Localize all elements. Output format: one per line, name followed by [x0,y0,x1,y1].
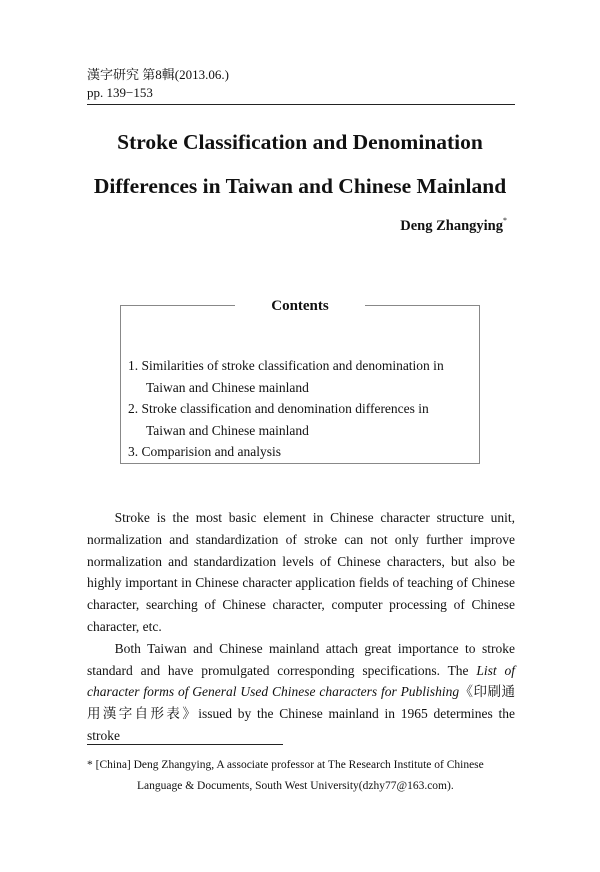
toc-item-1-cont: Taiwan and Chinese mainland [146,379,309,395]
footnote-rule [87,744,283,745]
header-rule [87,104,515,105]
paragraph-2 [87,638,515,747]
paragraph-2-end: issued by the Chinese mainland in 1965 determines the stroke [87,706,516,743]
running-header [87,66,229,102]
contents-list [128,355,478,463]
toc-item-3: 3. Comparision and analysis [128,444,281,459]
paragraph-1: Stroke is the most basic element in Chinese character structure unit, normalization and standardization of stroke can not only further improve normalization and standardization levels of Chinese characters, but also be highly important in Chinese character application fields of teaching of Chinese character, searching of Chinese character, computer processing of Chinese character, etc. [87,510,515,634]
footnote-line-1: * [China] Deng Zhangying, A associate professor at The Research Institute of Chinese [87,759,484,771]
author-footnote-mark[interactable]: * [503,216,507,225]
author-byline [400,218,507,235]
publication-chinese-title: 《印刷通用漢字自形表》 [87,684,516,722]
toc-item-1: 1. Similarities of stroke classification and denomination in [128,358,444,373]
paper-title-line-2: Differences in Taiwan and Chinese Mainland [93,174,507,198]
paragraph-2-start: Both Taiwan and Chinese mainland attach great importance to stroke standard and have promulgated corresponding specifications. The [87,640,515,678]
contents-heading: Contents [235,296,365,316]
author-name: Deng Zhangying [400,218,503,234]
toc-item-2-cont: Taiwan and Chinese mainland [146,422,309,438]
page-range: pp. 139−153 [87,85,153,100]
paper-title-line-1: Stroke Classification and Denomination [117,130,483,154]
journal-info: 漢字研究 第8輯(2013.06.) [87,67,229,82]
footnote-line-2: Language & Documents, South West University(dzhy77@163.com). [137,780,454,792]
footnote [87,755,515,797]
toc-item-2: 2. Stroke classification and denomination differences in [128,401,429,416]
body-text [87,507,515,747]
publication-title: List of character forms of General Used Chinese characters for Publishing [87,662,516,700]
